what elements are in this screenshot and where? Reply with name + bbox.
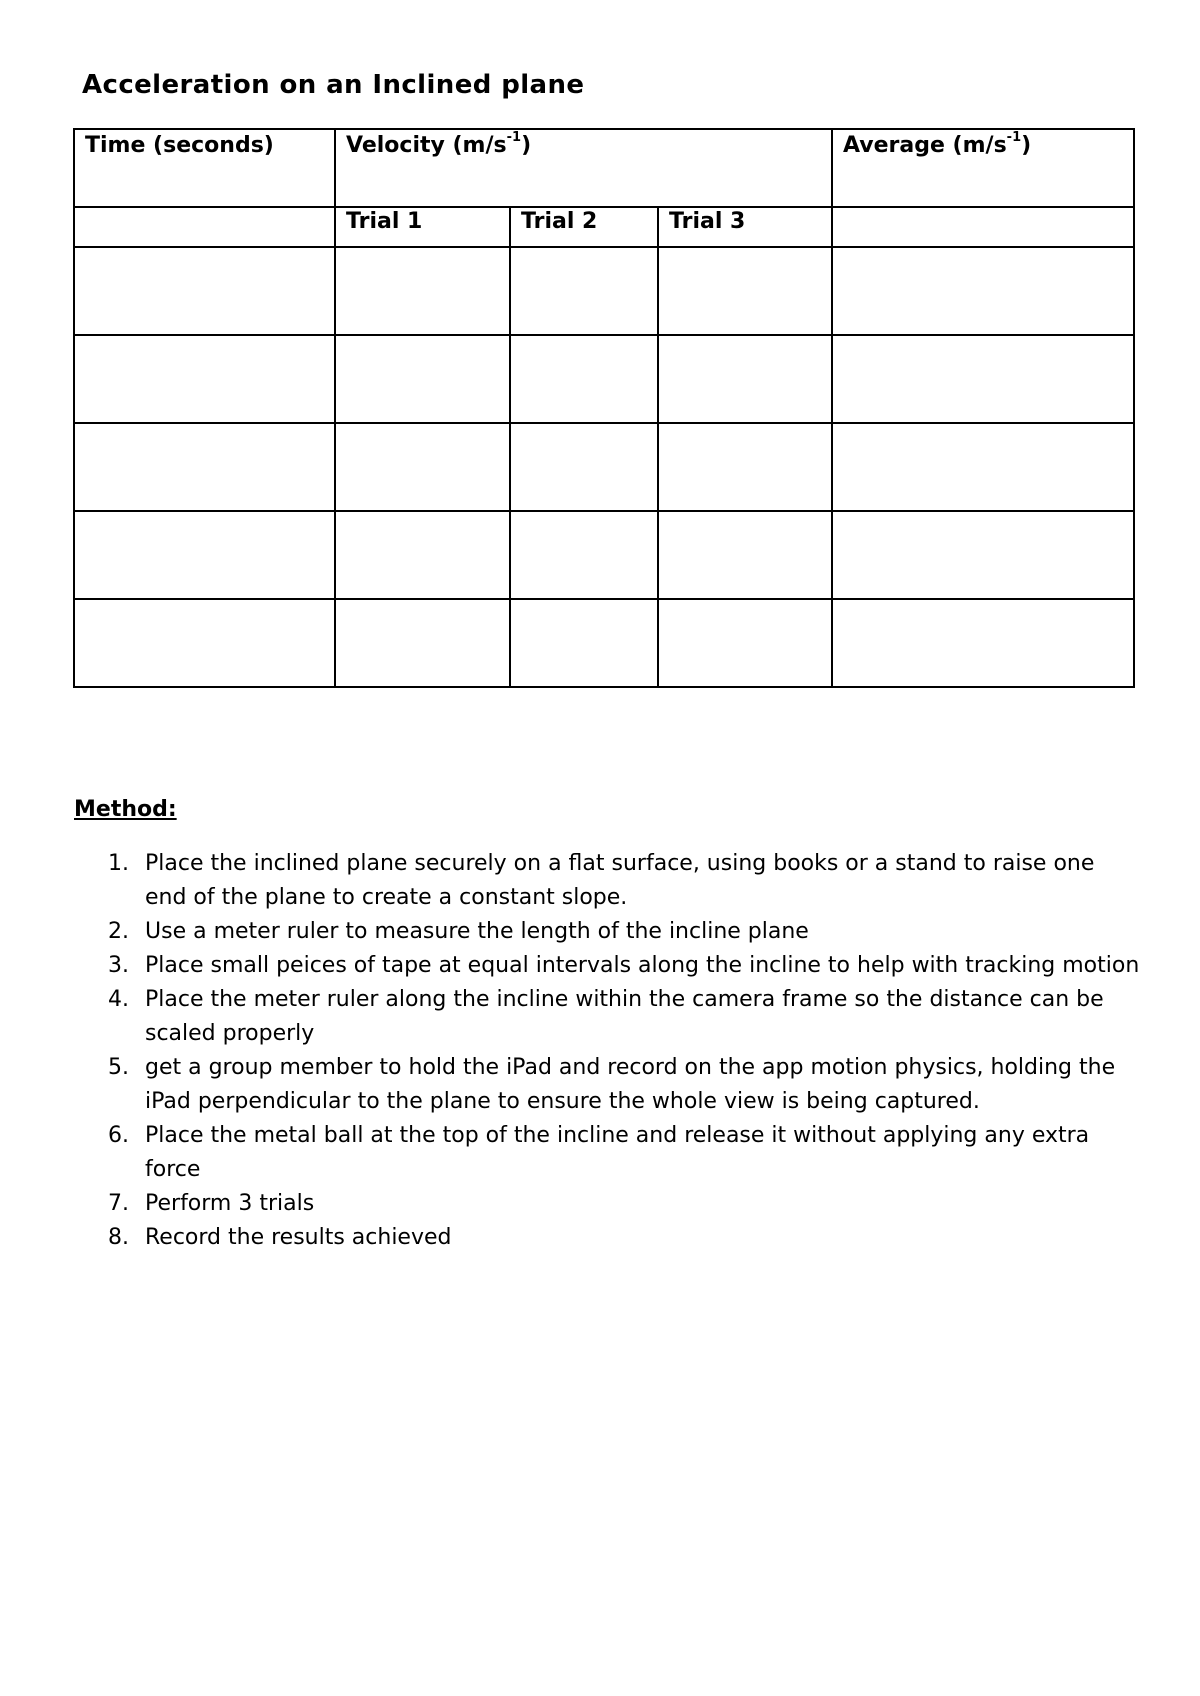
table-cell[interactable] [510, 247, 658, 335]
table-row [74, 599, 1134, 687]
results-table [73, 128, 1135, 688]
table-cell[interactable] [74, 599, 335, 687]
table-cell [74, 207, 335, 247]
table-cell[interactable] [335, 599, 510, 687]
step-text: get a group member to hold the iPad and record on the app motion physics, holding the iPad perpendicular to the plane to ensure the whole view is being captured. [145, 1055, 1116, 1114]
table-cell [832, 207, 1134, 247]
step-text: Perform 3 trials [145, 1191, 315, 1216]
step-number: 6. [108, 1123, 129, 1148]
list-item [82, 915, 1142, 949]
table-cell[interactable] [335, 423, 510, 511]
average-unit-exponent: -1 [1006, 129, 1022, 145]
table-cell[interactable] [658, 247, 832, 335]
method-heading: Method: [74, 797, 177, 822]
step-number: 7. [108, 1191, 129, 1216]
header-velocity: Velocity $(m/s^{-1})$ [335, 129, 832, 207]
table-cell[interactable] [658, 599, 832, 687]
trial-header-row [74, 207, 1134, 247]
table-row [74, 423, 1134, 511]
step-text: Use a meter ruler to measure the length of the incline plane [145, 919, 809, 944]
table-row [74, 511, 1134, 599]
table-cell[interactable] [335, 335, 510, 423]
table-cell[interactable] [74, 423, 335, 511]
table-cell[interactable] [510, 423, 658, 511]
step-text: Place the inclined plane securely on a flat surface, using books or a stand to raise one end of the plane to create a constant slope. [145, 851, 1095, 910]
table-cell[interactable] [658, 423, 832, 511]
table-cell[interactable] [74, 511, 335, 599]
table-cell[interactable] [74, 335, 335, 423]
table-cell[interactable] [658, 335, 832, 423]
step-number: 2. [108, 919, 129, 944]
list-item [82, 1187, 1142, 1221]
header-trial-3: Trial 3 [658, 207, 832, 247]
table-cell[interactable] [335, 511, 510, 599]
table-cell[interactable] [335, 247, 510, 335]
header-time: Time (seconds) [74, 129, 335, 207]
table-cell[interactable] [510, 599, 658, 687]
table-cell[interactable] [832, 247, 1134, 335]
table-cell[interactable] [832, 599, 1134, 687]
step-number: 4. [108, 987, 129, 1012]
table-cell[interactable] [832, 335, 1134, 423]
step-number: 8. [108, 1225, 129, 1250]
step-text: Place the metal ball at the top of the incline and release it without applying any extra force [145, 1123, 1090, 1182]
list-item [82, 983, 1142, 1051]
table-row [74, 247, 1134, 335]
header-average: Average $(m/s^{-1})$ [832, 129, 1134, 207]
list-item [82, 1119, 1142, 1187]
table-cell[interactable] [832, 423, 1134, 511]
table-cell[interactable] [510, 335, 658, 423]
table-cell[interactable] [658, 511, 832, 599]
list-item [82, 949, 1142, 983]
step-text: Record the results achieved [145, 1225, 452, 1250]
header-trial-1: Trial 1 [335, 207, 510, 247]
list-item [82, 847, 1142, 915]
table-cell[interactable] [510, 511, 658, 599]
method-steps-list [82, 847, 1142, 1255]
table-header-row [74, 129, 1134, 207]
step-number: 1. [108, 851, 129, 876]
table-cell[interactable] [74, 247, 335, 335]
list-item [82, 1221, 1142, 1255]
step-number: 3. [108, 953, 129, 978]
list-item [82, 1051, 1142, 1119]
table-row [74, 335, 1134, 423]
document-title: Acceleration on an Inclined plane [82, 70, 585, 100]
velocity-unit-exponent: -1 [506, 129, 522, 145]
step-text: Place the meter ruler along the incline within the camera frame so the distance can be scaled properly [145, 987, 1104, 1046]
step-number: 5. [108, 1055, 129, 1080]
step-text: Place small peices of tape at equal intervals along the incline to help with tracking motion [145, 953, 1140, 978]
table-cell[interactable] [832, 511, 1134, 599]
header-trial-2: Trial 2 [510, 207, 658, 247]
